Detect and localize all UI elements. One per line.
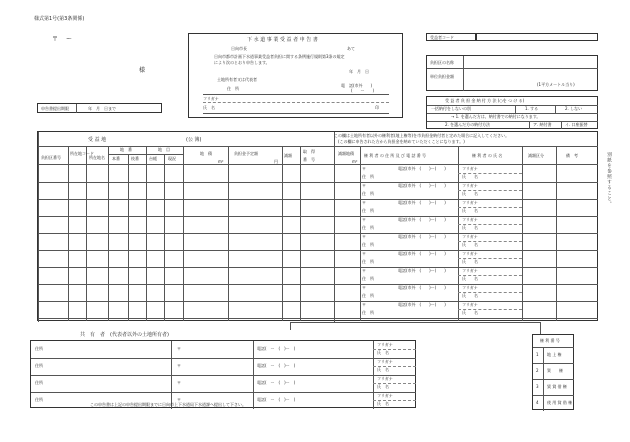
rights-label: 使 用 貸 借 権 — [547, 400, 573, 405]
col-town-code: 所在地コード — [70, 151, 94, 156]
row-furigana[interactable]: フリガナ — [462, 217, 478, 222]
owner-note-2: (この欄に申告された方から負担金を納めていただくことになります。) — [338, 139, 465, 144]
row-furigana[interactable]: フリガナ — [462, 166, 478, 171]
col-area-code: 負担区番号 — [41, 155, 61, 160]
co-owner-phone[interactable]: 電話( ー ( )ー ) — [257, 363, 296, 368]
addressee: 日向市長 — [231, 46, 247, 51]
rights-number: 4 — [536, 400, 539, 405]
row-name[interactable]: 氏 名 — [462, 191, 478, 196]
land-table — [37, 131, 598, 321]
row-postal: 〒 — [362, 200, 366, 205]
co-owners-title: 共 有 者 (代表者以外の土地所有者) — [80, 332, 169, 338]
row-divider — [38, 182, 598, 183]
row-postal: 〒 — [362, 183, 366, 188]
phone-paren: ( ー ) — [351, 88, 375, 93]
col-owner-reduction: 減額区分 — [528, 153, 544, 158]
rights-number: 2 — [536, 368, 539, 373]
rights-label: 賃 貸 借 権 — [547, 384, 567, 389]
col-reduction-area: 減額地積 — [338, 151, 354, 156]
col-ra-unit: m² — [352, 159, 358, 164]
col-category-current: 現況 — [168, 156, 176, 161]
co-owner-address[interactable]: 住所 — [35, 363, 43, 368]
installment-title: 受 益 者 負 担 金 納 付 方 法 (○を つ け る) — [445, 98, 525, 103]
owner-note-1: この欄は土地所有者以外の権利者(地上権等)を市負担金納付者と定めた場合に記入してください。 — [334, 133, 510, 138]
row-postal: 〒 — [362, 251, 366, 256]
deadline-box — [37, 103, 162, 113]
col-area: 地 積 — [200, 151, 212, 156]
row-postal: 〒 — [362, 166, 366, 171]
col-reduction: 減額 — [284, 153, 292, 158]
option-yes[interactable]: 1. する — [525, 106, 539, 111]
recipient-honorific: 様 — [139, 67, 146, 74]
footer-note: この申告書は上記の申告提出期限までに日向市上下水道局下水道課へ提出して下さい。 — [90, 402, 246, 407]
co-owner-furigana[interactable]: フリガナ — [377, 376, 393, 381]
row-furigana[interactable]: フリガナ — [462, 285, 478, 290]
co-owner-phone[interactable]: 電話( ー ( )ー ) — [257, 380, 296, 385]
row-name[interactable]: 氏 名 — [462, 208, 478, 213]
col-charge: 負担金予定額 — [234, 151, 258, 156]
seal-mark: 印 — [375, 105, 379, 110]
land-section-note: (公 簿) — [186, 137, 202, 143]
row-furigana[interactable]: フリガナ — [462, 200, 478, 205]
row-phone[interactable]: 電話(市外 ( )ー( ) — [398, 234, 446, 239]
row-divider — [38, 199, 598, 200]
row-address[interactable]: 住 所 — [362, 259, 374, 264]
row-address[interactable]: 住 所 — [362, 276, 374, 281]
row-postal: 〒 — [362, 285, 366, 290]
row-phone[interactable]: 電話(市外 ( )ー( ) — [398, 200, 446, 205]
deadline-value[interactable]: 年 月 日まで — [88, 106, 116, 111]
row-furigana[interactable]: フリガナ — [462, 251, 478, 256]
row-divider — [38, 301, 598, 302]
co-owner-furigana[interactable]: フリガナ — [377, 393, 393, 398]
row-address[interactable]: 住 所 — [362, 242, 374, 247]
row-address[interactable]: 住 所 — [362, 191, 374, 196]
col-category-official: 台帳 — [149, 156, 157, 161]
code-field[interactable] — [476, 33, 598, 41]
col-area-unit: m² — [218, 159, 224, 164]
col-owner-name: 権 利 者 の 氏 名 — [472, 153, 503, 158]
row-furigana[interactable]: フリガナ — [462, 234, 478, 239]
side-note: 別紙を参照すること。 — [606, 152, 612, 207]
row-furigana[interactable]: フリガナ — [462, 183, 478, 188]
row-divider — [38, 284, 598, 285]
row-phone[interactable]: 電話(市外 ( )ー( ) — [398, 285, 446, 290]
col-acquire: 取 得 — [303, 149, 315, 154]
row-postal: 〒 — [362, 234, 366, 239]
col-category: 地 目 — [158, 147, 170, 152]
row-name[interactable]: 氏 名 — [462, 293, 478, 298]
row-name[interactable]: 氏 名 — [462, 310, 478, 315]
row-furigana[interactable]: フリガナ — [462, 302, 478, 307]
row-name[interactable]: 氏 名 — [462, 174, 478, 179]
col-location: 所在地名 — [89, 155, 105, 160]
co-owner-name[interactable]: 氏 名 — [377, 367, 389, 372]
land-section-label: 受 益 地 — [88, 137, 107, 143]
col-lot-main: 本番 — [112, 156, 120, 161]
row-phone[interactable]: 電話(市外 ( )ー( ) — [398, 302, 446, 307]
rights-number: 1 — [536, 352, 539, 357]
rights-number: 3 — [536, 384, 539, 389]
col-lot: 地 番 — [120, 147, 132, 152]
row-postal: 〒 — [362, 268, 366, 273]
rights-label: 地 上 権 — [547, 352, 562, 357]
row-address[interactable]: 住 所 — [362, 225, 374, 230]
district-label: 負担区の名称 — [430, 60, 454, 65]
name-label: 氏 名 — [203, 105, 215, 110]
installment-note-1: → 1. を選んだ方は、納付書での納付になります。 — [451, 114, 541, 119]
addressee-suffix: あて — [347, 46, 355, 51]
method-invoice[interactable]: ア. 納付書 — [533, 122, 552, 127]
row-postal: 〒 — [362, 217, 366, 222]
declaration-body-1: 日向市都市計画下水道事業受益者負担に関する条例施行規則第3条の規定 — [214, 54, 345, 59]
col-lot-branch: 枝番 — [131, 156, 139, 161]
rate-label: 単位負担金額 — [430, 74, 454, 79]
col-owner-notes: 備 考 — [566, 153, 578, 158]
co-owner-postal[interactable]: 〒 — [177, 380, 181, 385]
owner-label: 土地所有者又は代表者 — [217, 77, 257, 82]
co-owner-postal[interactable]: 〒 — [177, 363, 181, 368]
postal-dash: ー — [66, 36, 73, 43]
co-owner-address[interactable]: 住所 — [35, 380, 43, 385]
code-label: 受益者コード — [430, 35, 454, 40]
declaration-box — [188, 33, 403, 118]
row-furigana[interactable]: フリガナ — [462, 268, 478, 273]
declaration-body-2: により次のとおり申告します。 — [214, 60, 270, 65]
col-number: 番 号 — [303, 157, 315, 162]
col-owner-info: 権 利 者 の 住 所 及 び 電 話 番 号 — [364, 153, 426, 158]
row-phone[interactable]: 電話(市外 ( )ー( ) — [398, 217, 446, 222]
row-divider — [38, 216, 598, 217]
form-id: 様式第1号(第3条関係) — [34, 16, 85, 22]
co-owner-phone[interactable]: 電話( ー ( )ー ) — [257, 397, 296, 402]
furigana-label: フリガナ — [203, 96, 219, 101]
row-name[interactable]: 氏 名 — [462, 259, 478, 264]
deadline-label: 申告書提出期限 — [41, 106, 69, 111]
co-owner-phone[interactable]: 電話( ー ( )ー ) — [257, 346, 296, 351]
co-owner-name[interactable]: 氏 名 — [377, 401, 389, 406]
code-box — [426, 33, 476, 41]
row-name[interactable]: 氏 名 — [462, 242, 478, 247]
rate-unit: (1平方メートル当り) — [537, 82, 575, 87]
installment-question: 一括納付をしないの別 — [431, 106, 471, 111]
method-transfer[interactable]: イ. 口座振替 — [565, 122, 588, 127]
row-divider — [38, 318, 598, 319]
row-phone[interactable]: 電話(市外 ( )ー( ) — [398, 166, 446, 171]
co-owner-name[interactable]: 氏 名 — [377, 350, 389, 355]
row-phone[interactable]: 電話(市外 ( )ー( ) — [398, 268, 446, 273]
row-phone[interactable]: 電話(市外 ( )ー( ) — [398, 183, 446, 188]
row-name[interactable]: 氏 名 — [462, 276, 478, 281]
address-label: 住 所 — [227, 86, 239, 91]
installment-note-2: 2. を選んだ方の納付方法 — [445, 122, 491, 127]
co-owner-furigana[interactable]: フリガナ — [377, 342, 393, 347]
declaration-date[interactable]: 年 月 日 — [349, 69, 369, 74]
co-owner-postal[interactable]: 〒 — [177, 346, 181, 351]
row-address[interactable]: 住 所 — [362, 208, 374, 213]
co-owners-table — [30, 340, 416, 408]
row-divider — [38, 233, 598, 234]
district-box — [426, 55, 598, 91]
co-owner-address[interactable]: 住所 — [35, 346, 43, 351]
row-address[interactable]: 住 所 — [362, 174, 374, 179]
phone-label: 電 話(市外 ) — [341, 83, 373, 88]
row-phone[interactable]: 電話(市外 ( )ー( ) — [398, 251, 446, 256]
postal-mark: 〒 — [52, 36, 59, 43]
row-address[interactable]: 住 所 — [362, 293, 374, 298]
col-charge-unit: 円 — [274, 159, 278, 164]
row-name[interactable]: 氏 名 — [462, 225, 478, 230]
rights-title: 権 利 番 号 — [540, 338, 560, 343]
row-postal: 〒 — [362, 302, 366, 307]
connector-line — [290, 322, 540, 323]
installment-box — [426, 96, 598, 129]
co-owner-postal[interactable]: 〒 — [177, 397, 181, 402]
co-owner-furigana[interactable]: フリガナ — [377, 359, 393, 364]
row-divider — [38, 267, 598, 268]
rights-label: 質 権 — [547, 368, 563, 373]
option-no[interactable]: 2. しない — [565, 106, 583, 111]
rights-legend — [532, 334, 574, 410]
co-owner-address[interactable]: 住所 — [35, 397, 43, 402]
co-owner-name[interactable]: 氏 名 — [377, 384, 389, 389]
declaration-title: 下 水 道 事 業 受 益 者 申 告 書 — [247, 37, 318, 43]
row-divider — [38, 250, 598, 251]
row-address[interactable]: 住 所 — [362, 310, 374, 315]
